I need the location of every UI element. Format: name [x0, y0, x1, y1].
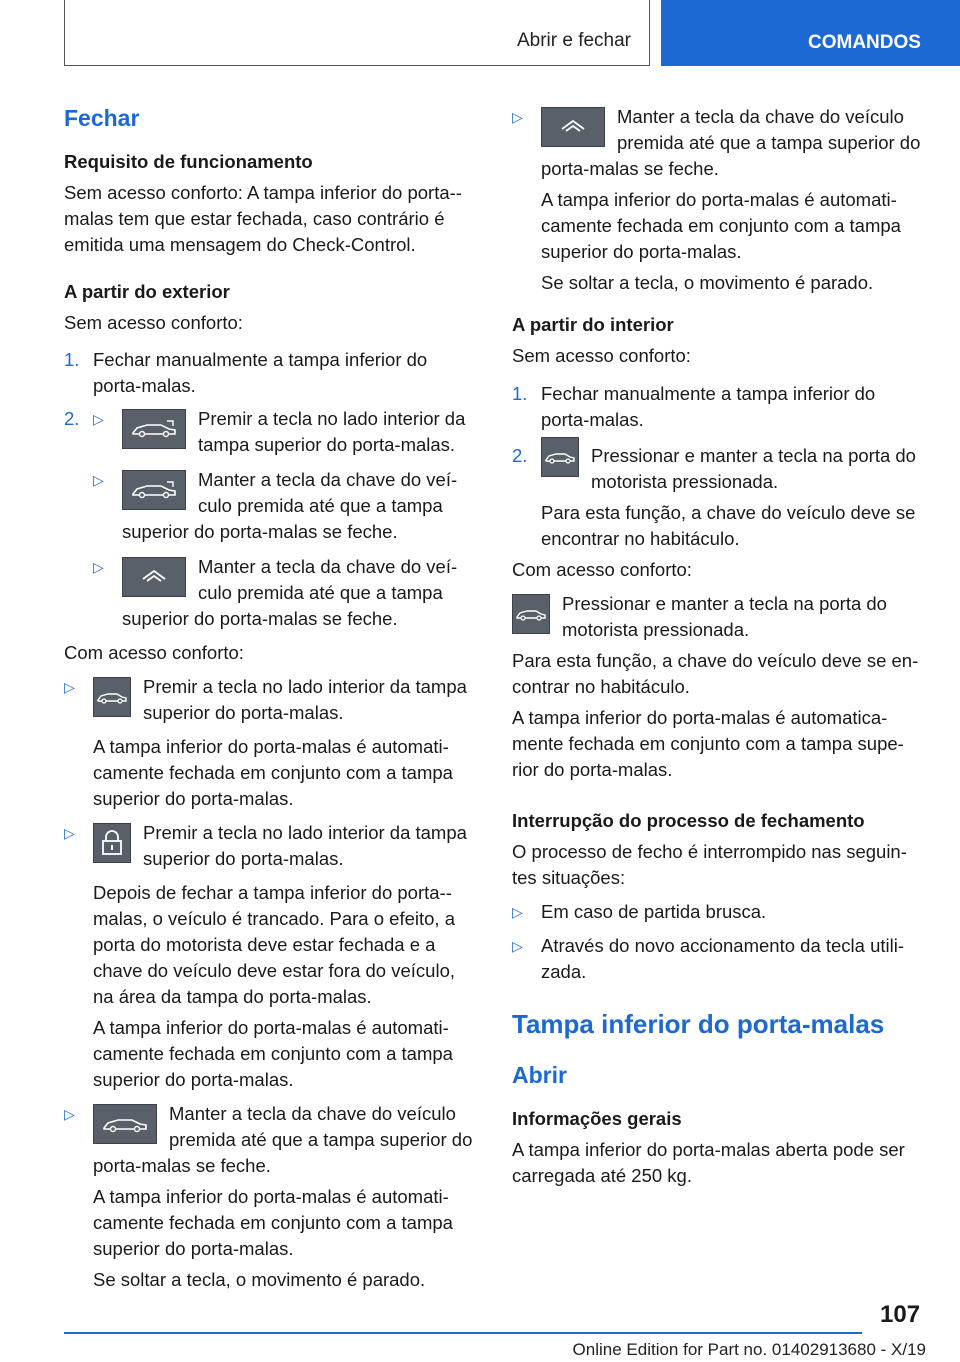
- exterior-intro: Sem acesso conforto:: [64, 312, 243, 333]
- step-number: 2.: [512, 445, 528, 466]
- item-text: Manter a tecla da chave do veículo premida até que a tampa superior do porta-malas se feche.: [541, 106, 921, 179]
- heading-general-info: Informações gerais: [512, 1108, 682, 1129]
- comfort-item-note: A tampa inferior do porta-malas é automati-camente fechada em conjunto com a tampa superior do porta-malas.: [93, 736, 453, 809]
- comfort-item-text: Pressionar e manter a tecla na porta do motorista pressionada.: [562, 593, 887, 640]
- comfort-item-note: A tampa inferior do porta-malas é automati-camente fechada em conjunto com a tampa superior do porta-malas.: [93, 1186, 453, 1259]
- car-tailgate-icon: [541, 437, 579, 477]
- list-item: [93, 467, 478, 545]
- heading-exterior: A partir do exterior: [64, 281, 230, 302]
- interruption-item: Através do novo accionamento da tecla utili-zada.: [541, 935, 905, 982]
- interior-step-2: [512, 443, 926, 552]
- key-fob-tailgate-icon: [541, 107, 605, 147]
- heading-requirement: Requisito de funcionamento: [64, 151, 313, 172]
- step-item-text: Manter a tecla da chave do veí-culo premida até que a tampa superior do porta-malas se feche.: [122, 469, 458, 542]
- comfort-item-note: Se soltar a tecla, o movimento é parado.: [93, 1269, 426, 1290]
- step-2: [64, 406, 478, 632]
- bullet-icon: ▷: [93, 411, 104, 427]
- key-fob-tailgate-icon: [122, 557, 186, 597]
- bullet-icon: ▷: [93, 472, 104, 488]
- comfort-note: Para esta função, a chave do veículo deve se en-contrar no habitáculo.: [512, 650, 919, 697]
- section-title: Abrir e fechar: [516, 30, 631, 51]
- step-1: [64, 347, 478, 399]
- step-number: 2.: [64, 408, 80, 429]
- interior-intro: Sem acesso conforto:: [512, 345, 691, 366]
- heading-fechar: Fechar: [64, 105, 140, 131]
- list-item: [64, 674, 478, 812]
- list-item: [512, 933, 926, 985]
- chapter-tab[interactable]: COMANDOS: [661, 0, 960, 66]
- list-item: [93, 554, 478, 632]
- car-tailgate-icon: [93, 1104, 157, 1144]
- heading-interior: A partir do interior: [512, 314, 674, 335]
- comfort-intro: Com acesso conforto:: [64, 642, 244, 663]
- header-box: [64, 0, 650, 66]
- bullet-icon: ▷: [64, 825, 75, 841]
- comfort-item-note: Depois de fechar a tampa inferior do porta--malas, o veículo é trancado. Para o efeito, a porta do motorista deve estar fechada e a chave do veículo deve estar fora do veículo, na área da tampa do porta-malas.: [93, 882, 455, 1007]
- car-tailgate-icon: [122, 409, 186, 449]
- comfort-item-text: Manter a tecla da chave do veículo premida até que a tampa superior do porta-malas se feche.: [93, 1103, 473, 1176]
- step-text: Fechar manualmente a tampa inferior do porta-malas.: [93, 349, 428, 396]
- lock-icon: [93, 823, 131, 863]
- general-info-text: A tampa inferior do porta-malas aberta pode ser carregada até 250 kg.: [512, 1139, 905, 1186]
- comfort-intro: Com acesso conforto:: [512, 559, 692, 580]
- footer-edition: Online Edition for Part no. 01402913680 - X/19: [572, 1340, 926, 1359]
- bullet-icon: ▷: [93, 559, 104, 575]
- step-number: 1.: [64, 349, 80, 370]
- right-column: [512, 100, 926, 1189]
- comfort-item-note: A tampa inferior do porta-malas é automati-camente fechada em conjunto com a tampa superior do porta-malas.: [93, 1017, 453, 1090]
- footer-divider: [64, 1332, 862, 1334]
- car-tailgate-icon: [512, 594, 550, 634]
- item-note: Se soltar a tecla, o movimento é parado.: [541, 272, 874, 293]
- step-item-text: Manter a tecla da chave do veí-culo premida até que a tampa superior do porta-malas se feche.: [122, 556, 458, 629]
- comfort-note: A tampa inferior do porta-malas é automatica-mente fechada em conjunto com a tampa supe-rior do porta-malas.: [512, 707, 904, 780]
- item-note: A tampa inferior do porta-malas é automati-camente fechada em conjunto com a tampa superior do porta-malas.: [541, 189, 901, 262]
- list-item: [64, 820, 478, 1093]
- list-item: [93, 406, 478, 458]
- step-item-text: Premir a tecla no lado interior da tampa superior do porta-malas.: [198, 408, 466, 455]
- list-item: [512, 104, 926, 296]
- step-text: Pressionar e manter a tecla na porta do motorista pressionada.: [591, 445, 916, 492]
- car-tailgate-icon: [122, 470, 186, 510]
- bullet-icon: ▷: [64, 1106, 75, 1122]
- interior-step-1: [512, 381, 926, 433]
- comfort-item-text: Premir a tecla no lado interior da tampa superior do porta-malas.: [143, 822, 467, 869]
- bullet-icon: ▷: [512, 109, 523, 125]
- list-item: [512, 899, 926, 925]
- interruption-text: O processo de fecho é interrompido nas seguin-tes situações:: [512, 841, 907, 888]
- list-item: [64, 1101, 478, 1293]
- step-text: Fechar manualmente a tampa inferior do porta-malas.: [541, 383, 876, 430]
- heading-abrir: Abrir: [512, 1062, 567, 1088]
- comfort-item-text: Premir a tecla no lado interior da tampa superior do porta-malas.: [143, 676, 467, 723]
- step-note: Para esta função, a chave do veículo deve se encontrar no habitáculo.: [541, 502, 916, 549]
- interruption-item: Em caso de partida brusca.: [541, 901, 767, 922]
- page-number: 107: [880, 1301, 921, 1328]
- left-column: [64, 100, 478, 1293]
- requirement-text: Sem acesso conforto: A tampa inferior do porta--malas tem que estar fechada, caso contrário é emitida uma mensagem do Check-Control.: [64, 182, 462, 255]
- bullet-icon: ▷: [64, 679, 75, 695]
- car-tailgate-icon: [93, 677, 131, 717]
- bullet-icon: ▷: [512, 938, 523, 954]
- bullet-icon: ▷: [512, 904, 523, 920]
- step-number: 1.: [512, 383, 528, 404]
- section-heading: Tampa inferior do porta-malas: [512, 1009, 885, 1039]
- heading-interruption: Interrupção do processo de fechamento: [512, 810, 865, 831]
- comfort-item: [512, 591, 926, 643]
